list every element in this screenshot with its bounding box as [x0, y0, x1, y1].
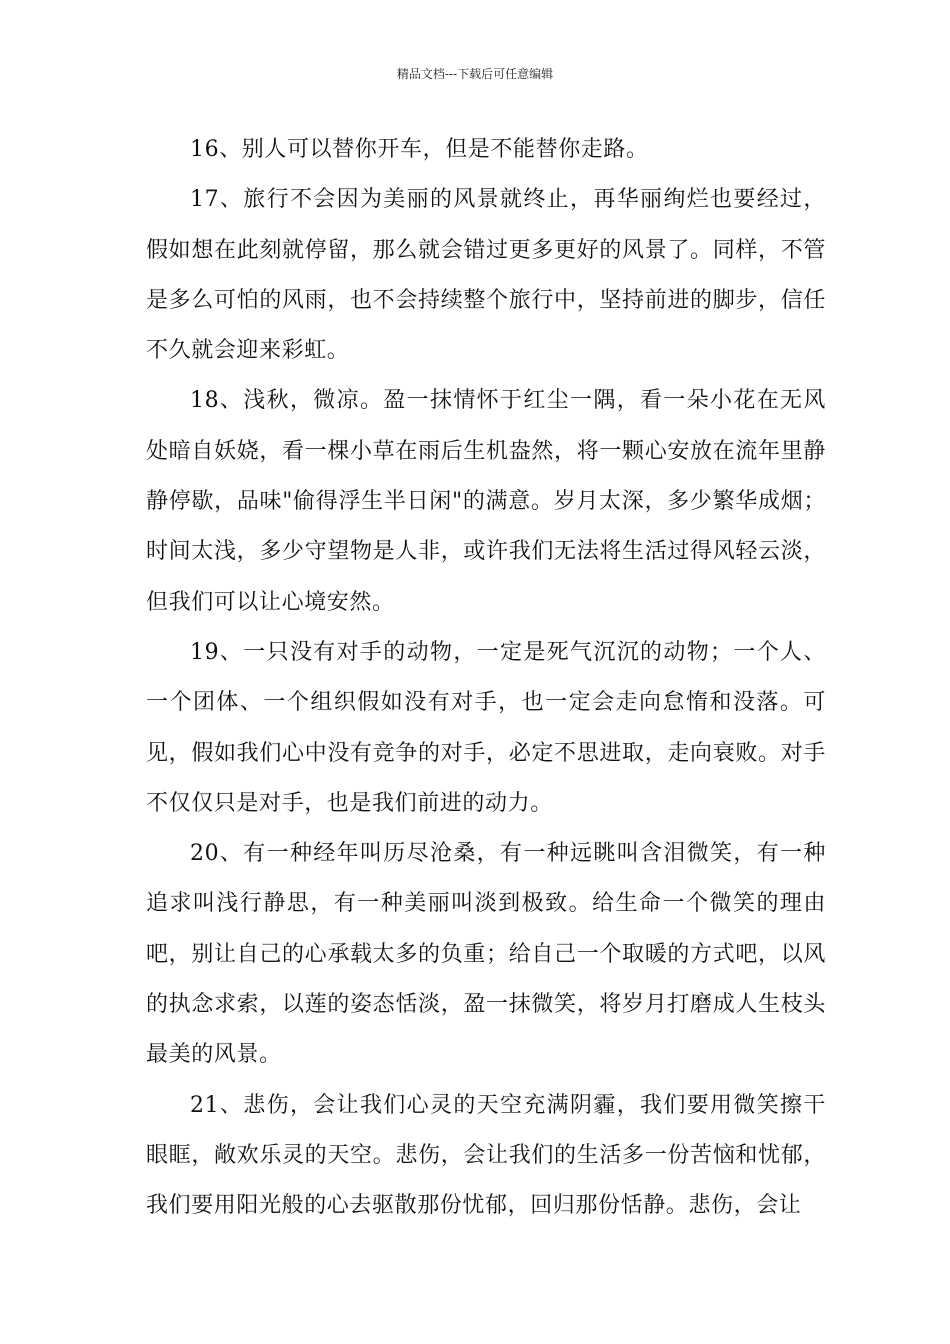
paragraph-17: 17、旅行不会因为美丽的风景就终止，再华丽绚烂也要经过，假如想在此刻就停留，那么就会错过更多更好的风景了。同样，不管是多么可怕的风雨，也不会持续整个旅行中，坚持前进的脚步，信任不久就会迎来彩虹。 [146, 187, 826, 364]
paragraph-20: 20、有一种经年叫历尽沧桑，有一种远眺叫含泪微笑，有一种追求叫浅行静思，有一种美丽叫淡到极致。给生命一个微笑的理由吧，别让自己的心承载太多的负重；给自己一个取暖的方式吧，以风的执念求索，以莲的姿态恬淡，盈一抹微笑，将岁月打磨成人生枝头最美的风景。 [146, 841, 826, 1068]
paragraph-18: 18、浅秋，微凉。盈一抹情怀于红尘一隅，看一朵小花在无风处暗自妖娆，看一棵小草在雨后生机盎然，将一颗心安放在流年里静静停歇，品味"偷得浮生半日闲"的满意。岁月太深，多少繁华成烟；时间太浅，多少守望物是人非，或许我们无法将生活过得风轻云淡，但我们可以让心境安然。 [146, 388, 826, 615]
document-body [146, 125, 826, 1232]
page-header: 精品文档---下载后可任意编辑 [396, 67, 554, 81]
paragraph-21: 21、悲伤，会让我们心灵的天空充满阴霾，我们要用微笑擦干眼眶，敞欢乐灵的天空。悲伤，会让我们的生活多一份苦恼和忧郁，我们要用阳光般的心去驱散那份忧郁，回归那份恬静。悲伤，会让 [146, 1092, 826, 1219]
paragraph-16: 16、别人可以替你开车，但是不能替你走路。 [190, 137, 649, 162]
paragraph-19: 19、一只没有对手的动物，一定是死气沉沉的动物；一个人、一个团体、一个组织假如没有对手，也一定会走向怠惰和没落。可见，假如我们心中没有竞争的对手，必定不思进取，走向衰败。对手不仅仅只是对手，也是我们前进的动力。 [146, 639, 826, 816]
